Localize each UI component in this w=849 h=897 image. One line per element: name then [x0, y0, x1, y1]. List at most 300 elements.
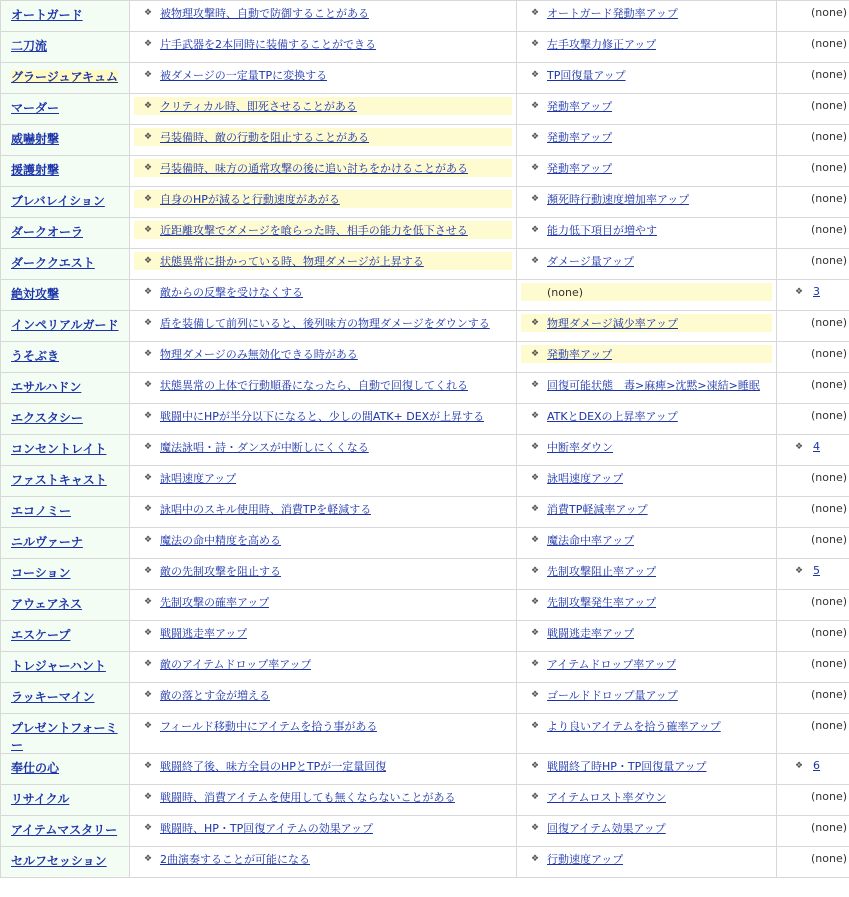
skill-name-cell: [1, 63, 130, 94]
skill-description-link[interactable]: 魔法の命中精度を高める: [160, 534, 281, 547]
skill-description-link[interactable]: 被ダメージの一定量TPに変換する: [160, 69, 328, 82]
skill-ref-cell: [777, 373, 849, 404]
bullet-icon: ❖: [795, 760, 804, 771]
skill-name-cell: [1, 1, 130, 32]
bullet-icon: ❖: [144, 504, 153, 514]
skill-description-cell: [130, 218, 517, 249]
skill-name-cell: [1, 94, 130, 125]
skill-description-cell: [130, 63, 517, 94]
skill-effect-link[interactable]: 行動速度アップ: [547, 853, 624, 866]
table-row: [1, 404, 849, 435]
bullet-icon: ❖: [531, 318, 540, 328]
ref-none-text: (none): [811, 254, 848, 267]
skill-effect-cell: [517, 847, 777, 878]
bullet-icon: ❖: [795, 441, 804, 452]
ref-none-text: (none): [811, 595, 848, 608]
skill-description-cell: [130, 94, 517, 125]
bullet-icon: ❖: [144, 163, 153, 173]
skill-effect-cell: [517, 497, 777, 528]
skill-name-cell: [1, 714, 130, 754]
skill-name-link[interactable]: アウェアネス: [11, 597, 83, 611]
skill-description-link[interactable]: 被物理攻撃時、自動で防御することがある: [160, 7, 369, 20]
skill-name-link[interactable]: ニルヴァーナ: [11, 535, 83, 549]
skill-name-link[interactable]: 援護射撃: [11, 163, 60, 177]
skill-name-link[interactable]: プレゼントフォーミー: [11, 721, 118, 752]
skill-name-cell: [1, 125, 130, 156]
bullet-icon: ❖: [531, 721, 540, 731]
skill-effect-link[interactable]: 発動率アップ: [547, 100, 613, 113]
skill-description-link[interactable]: 片手武器を2本同時に装備することができる: [160, 38, 376, 51]
ref-none-text: (none): [811, 68, 848, 81]
skill-name-cell: [1, 404, 130, 435]
table-row: [1, 94, 849, 125]
skill-effect-link[interactable]: より良いアイテムを拾う確率アップ: [547, 720, 721, 733]
bullet-icon: ❖: [144, 721, 153, 731]
bullet-icon: ❖: [531, 823, 540, 833]
skill-effect-link[interactable]: 回復アイテム効果アップ: [547, 822, 666, 835]
skill-name-cell: [1, 785, 130, 816]
skill-effect-cell: [517, 311, 777, 342]
skill-name-cell: [1, 249, 130, 280]
skill-description-cell: [130, 590, 517, 621]
table-row: [1, 435, 849, 466]
skill-description-link[interactable]: 状態異常の上体で行動順番になったら、自動で回復してくれる: [160, 379, 468, 392]
bullet-icon: ❖: [531, 442, 540, 452]
bullet-icon: ❖: [144, 287, 153, 297]
bullet-icon: ❖: [531, 411, 540, 421]
skill-description-cell: [130, 559, 517, 590]
ref-none-text: (none): [811, 37, 848, 50]
bullet-icon: ❖: [144, 792, 153, 802]
skill-description-cell: [130, 785, 517, 816]
skill-effect-cell: [517, 683, 777, 714]
bullet-icon: ❖: [531, 597, 540, 607]
skill-effect-link[interactable]: 能力低下項目が増やす: [547, 224, 657, 237]
bullet-icon: ❖: [795, 286, 804, 297]
skill-effect-cell: [517, 280, 777, 311]
skill-description-link[interactable]: 敵のアイテムドロップ率アップ: [160, 658, 312, 671]
bullet-icon: ❖: [531, 349, 540, 359]
bullet-icon: ❖: [144, 473, 153, 483]
skill-description-cell: [130, 342, 517, 373]
skill-description-link[interactable]: 敵の先制攻撃を阻止する: [160, 565, 281, 578]
skill-ref-cell: [777, 280, 849, 311]
skill-effect-cell: [517, 714, 777, 754]
bullet-icon: ❖: [144, 380, 153, 390]
bullet-icon: ❖: [531, 690, 540, 700]
ref-none-text: (none): [811, 6, 848, 19]
skill-ref-cell: [777, 342, 849, 373]
skill-ref-cell: [777, 466, 849, 497]
skill-description-link[interactable]: 先制攻撃の確率アップ: [160, 596, 270, 609]
skill-ref-cell: [777, 94, 849, 125]
ref-none-text: (none): [811, 790, 848, 803]
table-row: [1, 528, 849, 559]
skill-effect-link[interactable]: TP回復量アップ: [547, 69, 626, 82]
skill-ref-cell: [777, 785, 849, 816]
bullet-icon: ❖: [144, 823, 153, 833]
bullet-icon: ❖: [531, 380, 540, 390]
skill-description-link[interactable]: 戦闘時、消費アイテムを使用しても無くならないことがある: [160, 791, 456, 804]
table-row: [1, 652, 849, 683]
skill-name-link[interactable]: マーダー: [11, 101, 60, 115]
table-row: [1, 785, 849, 816]
skill-name-link[interactable]: ファストキャスト: [11, 473, 107, 487]
skill-description-link[interactable]: 物理ダメージのみ無効化できる時がある: [160, 348, 358, 361]
bullet-icon: ❖: [531, 8, 540, 18]
table-row: [1, 125, 849, 156]
skill-effect-link[interactable]: 中断率ダウン: [547, 441, 613, 454]
skill-name-link[interactable]: アイテムマスタリー: [11, 823, 118, 837]
skill-description-cell: [130, 125, 517, 156]
skill-name-link[interactable]: 絶対攻撃: [11, 287, 60, 301]
skill-description-link[interactable]: 戦闘時、HP・TP回復アイテムの効果アップ: [160, 822, 373, 835]
bullet-icon: ❖: [531, 566, 540, 576]
table-row: [1, 32, 849, 63]
skill-description-cell: [130, 754, 517, 785]
bullet-icon: ❖: [144, 225, 153, 235]
bullet-icon: ❖: [531, 761, 540, 771]
skill-effect-link[interactable]: ゴールドドロップ量アップ: [547, 689, 678, 702]
skill-name-cell: [1, 311, 130, 342]
bullet-icon: ❖: [531, 504, 540, 514]
skill-effect-cell: [517, 466, 777, 497]
table-row: [1, 311, 849, 342]
skill-name-cell: [1, 590, 130, 621]
ref-none-text: (none): [811, 409, 848, 422]
skill-name-cell: [1, 466, 130, 497]
skill-description-cell: [130, 528, 517, 559]
skill-effect-link[interactable]: ダメージ量アップ: [547, 255, 635, 268]
skill-effect-cell: [517, 816, 777, 847]
skill-description-link[interactable]: 戦闘逃走率アップ: [160, 627, 248, 640]
skill-description-link[interactable]: 戦闘終了後、味方全員のHPとTPが一定量回復: [160, 760, 387, 773]
skill-name-link[interactable]: 二刀流: [11, 39, 48, 53]
skill-description-cell: [130, 311, 517, 342]
skill-effect-cell: [517, 1, 777, 32]
skill-effect-link[interactable]: 発動率アップ: [547, 131, 613, 144]
ref-none-text: (none): [811, 223, 848, 236]
table-row: [1, 683, 849, 714]
skill-description-link[interactable]: 状態異常に掛かっている時、物理ダメージが上昇する: [160, 255, 424, 268]
skill-description-cell: [130, 156, 517, 187]
skill-name-link[interactable]: ダークオーラ: [11, 225, 84, 239]
skill-ref-cell: [777, 187, 849, 218]
skill-ref-cell: [777, 816, 849, 847]
skill-effect-cell: [517, 559, 777, 590]
skill-effect-link[interactable]: オートガード発動率アップ: [547, 7, 678, 20]
skill-description-link[interactable]: 詠唱中のスキル使用時、消費TPを軽減する: [160, 503, 372, 516]
bullet-icon: ❖: [795, 565, 804, 576]
effect-none-text: (none): [547, 285, 584, 299]
skill-ref-cell: [777, 32, 849, 63]
skill-ref-cell: [777, 652, 849, 683]
ref-none-text: (none): [811, 719, 848, 732]
skill-description-cell: [130, 187, 517, 218]
skill-effect-cell: [517, 125, 777, 156]
skill-effect-cell: [517, 652, 777, 683]
skill-effect-link[interactable]: 瀕死時行動速度増加率アップ: [547, 193, 690, 206]
skill-name-link[interactable]: 奉仕の心: [11, 761, 60, 775]
skill-description-cell: [130, 652, 517, 683]
skill-name-link[interactable]: トレジャーハント: [11, 659, 106, 673]
bullet-icon: ❖: [144, 39, 153, 49]
skill-name-cell: [1, 621, 130, 652]
skill-name-link[interactable]: うそぶき: [11, 349, 60, 363]
table-row: [1, 249, 849, 280]
bullet-icon: ❖: [531, 854, 540, 864]
ref-none-text: (none): [811, 316, 848, 329]
bullet-icon: ❖: [531, 473, 540, 483]
skill-name-cell: [1, 754, 130, 785]
skill-ref-cell: [777, 1, 849, 32]
skill-description-cell: [130, 249, 517, 280]
table-row: [1, 342, 849, 373]
skill-effect-link[interactable]: 詠唱速度アップ: [547, 472, 624, 485]
skill-name-link[interactable]: インペリアルガード: [11, 318, 119, 332]
ref-none-text: (none): [811, 852, 848, 865]
skill-ref-cell: [777, 621, 849, 652]
table-row: [1, 754, 849, 785]
skill-name-link[interactable]: リサイクル: [11, 792, 70, 806]
skill-name-link[interactable]: ラッキーマイン: [11, 690, 95, 704]
bullet-icon: ❖: [531, 132, 540, 142]
skill-description-link[interactable]: 詠唱速度アップ: [160, 472, 237, 485]
bullet-icon: ❖: [144, 8, 153, 18]
skill-effect-link[interactable]: 発動率アップ: [547, 162, 613, 175]
skill-effect-cell: [517, 404, 777, 435]
table-row: [1, 590, 849, 621]
skill-ref-cell: [777, 311, 849, 342]
skill-name-link[interactable]: グラージュアキュム: [11, 70, 119, 84]
table-row: [1, 187, 849, 218]
skill-description-cell: [130, 1, 517, 32]
skill-effect-cell: [517, 218, 777, 249]
table-row: [1, 559, 849, 590]
skill-description-cell: [130, 683, 517, 714]
skill-name-cell: [1, 528, 130, 559]
table-row: [1, 280, 849, 311]
skill-ref-cell: [777, 559, 849, 590]
ref-none-text: (none): [811, 347, 848, 360]
skill-description-link[interactable]: クリティカル時、即死させることがある: [160, 100, 357, 113]
skill-effect-link[interactable]: 戦闘終了時HP・TP回復量アップ: [547, 760, 707, 773]
table-row: [1, 156, 849, 187]
skill-effect-link[interactable]: 回復可能状態 毒>麻痺>沈黙>凍結>睡眠: [547, 379, 760, 392]
skill-name-cell: [1, 497, 130, 528]
skill-name-link[interactable]: エクスタシー: [11, 411, 83, 425]
skill-name-link[interactable]: セルフセッション: [11, 854, 107, 868]
ref-none-text: (none): [811, 657, 848, 670]
skill-description-cell: [130, 847, 517, 878]
bullet-icon: ❖: [144, 132, 153, 142]
bullet-icon: ❖: [531, 225, 540, 235]
bullet-icon: ❖: [144, 349, 153, 359]
skill-effect-cell: [517, 621, 777, 652]
skill-name-link[interactable]: コーション: [11, 566, 71, 580]
skill-description-link[interactable]: 戦闘中にHPが半分以下になると、少しの間ATK+ DEXが上昇する: [160, 410, 485, 423]
skill-description-link[interactable]: フィールド移動中にアイテムを拾う事がある: [160, 720, 378, 733]
skill-description-cell: [130, 816, 517, 847]
skill-name-cell: [1, 683, 130, 714]
bullet-icon: ❖: [144, 101, 153, 111]
skill-name-cell: [1, 435, 130, 466]
skill-name-cell: [1, 342, 130, 373]
skill-ref-cell: [777, 714, 849, 754]
skill-effect-cell: [517, 187, 777, 218]
bullet-icon: ❖: [144, 256, 153, 266]
skill-effect-cell: [517, 528, 777, 559]
skill-name-cell: [1, 373, 130, 404]
skill-effect-cell: [517, 63, 777, 94]
skill-ref-cell: [777, 218, 849, 249]
skill-effect-cell: [517, 435, 777, 466]
skill-name-link[interactable]: オートガード: [11, 8, 83, 22]
skill-description-cell: [130, 466, 517, 497]
skill-effect-cell: [517, 249, 777, 280]
ref-none-text: (none): [811, 471, 848, 484]
bullet-icon: ❖: [144, 628, 153, 638]
skill-name-link[interactable]: コンセントレイト: [11, 442, 107, 456]
skill-name-cell: [1, 156, 130, 187]
bullet-icon: ❖: [144, 318, 153, 328]
table-row: [1, 621, 849, 652]
skill-description-link[interactable]: 敵の落とす金が増える: [160, 689, 270, 702]
bullet-icon: ❖: [531, 39, 540, 49]
skill-name-cell: [1, 847, 130, 878]
skill-effect-cell: [517, 754, 777, 785]
skill-name-cell: [1, 559, 130, 590]
skill-name-cell: [1, 652, 130, 683]
table-row: [1, 497, 849, 528]
skill-name-cell: [1, 187, 130, 218]
skill-effect-cell: [517, 785, 777, 816]
skill-description-link[interactable]: 魔法詠唱・詩・ダンスが中断しにくくなる: [160, 441, 369, 454]
skill-description-link[interactable]: 2曲演奏することが可能になる: [160, 853, 310, 866]
bullet-icon: ❖: [531, 535, 540, 545]
skill-description-link[interactable]: 弓装備時、敵の行動を阻止することがある: [160, 131, 369, 144]
skill-ref-cell: [777, 590, 849, 621]
skill-description-link[interactable]: 敵からの反撃を受けなくする: [160, 286, 303, 299]
ref-none-text: (none): [811, 533, 848, 546]
skill-effect-link[interactable]: 物理ダメージ減少率アップ: [547, 317, 679, 330]
skill-effect-link[interactable]: アイテムロスト率ダウン: [547, 791, 667, 804]
bullet-icon: ❖: [144, 690, 153, 700]
skill-effect-cell: [517, 342, 777, 373]
bullet-icon: ❖: [144, 70, 153, 80]
ref-none-text: (none): [811, 161, 848, 174]
skill-name-cell: [1, 280, 130, 311]
skill-name-link[interactable]: ブレバレイション: [11, 194, 105, 208]
skill-ref-cell: [777, 497, 849, 528]
skill-effect-link[interactable]: 魔法命中率アップ: [547, 534, 635, 547]
bullet-icon: ❖: [531, 628, 540, 638]
skill-ref-cell: [777, 156, 849, 187]
skill-effect-link[interactable]: 戦闘逃走率アップ: [547, 627, 635, 640]
table-row: [1, 373, 849, 404]
skill-name-cell: [1, 218, 130, 249]
skill-name-cell: [1, 32, 130, 63]
skill-description-link[interactable]: 自身のHPが減ると行動速度があがる: [160, 193, 340, 206]
bullet-icon: ❖: [144, 566, 153, 576]
ref-none-text: (none): [811, 688, 848, 701]
skill-effect-cell: [517, 590, 777, 621]
bullet-icon: ❖: [531, 101, 540, 111]
skill-description-cell: [130, 435, 517, 466]
skill-ref-cell: [777, 435, 849, 466]
skill-ref-cell: [777, 754, 849, 785]
skill-name-link[interactable]: エサルハドン: [11, 380, 82, 394]
bullet-icon: ❖: [144, 411, 153, 421]
skill-ref-cell: [777, 683, 849, 714]
bullet-icon: ❖: [531, 163, 540, 173]
skill-name-link[interactable]: ダーククエスト: [11, 256, 95, 270]
skill-ref-cell: [777, 125, 849, 156]
bullet-icon: ❖: [531, 256, 540, 266]
table-row: [1, 466, 849, 497]
skill-effect-cell: [517, 94, 777, 125]
skill-description-link[interactable]: 近距離攻撃でダメージを喰らった時、相手の能力を低下させる: [160, 224, 468, 237]
skill-name-link[interactable]: エコノミー: [11, 504, 72, 518]
skill-description-cell: [130, 373, 517, 404]
skill-description-cell: [130, 497, 517, 528]
skill-ref-cell: [777, 847, 849, 878]
bullet-icon: ❖: [531, 792, 540, 802]
bullet-icon: ❖: [144, 761, 153, 771]
skill-effect-link[interactable]: ATKとDEXの上昇率アップ: [547, 410, 678, 423]
skill-effect-link[interactable]: 発動率アップ: [547, 348, 613, 361]
bullet-icon: ❖: [531, 194, 540, 204]
skill-effect-cell: [517, 32, 777, 63]
bullet-icon: ❖: [144, 854, 153, 864]
ref-number-link[interactable]: 5: [813, 564, 820, 577]
ref-none-text: (none): [811, 821, 848, 834]
skill-effect-link[interactable]: 消費TP軽減率アップ: [547, 503, 648, 516]
skill-ref-cell: [777, 63, 849, 94]
table-row: [1, 714, 849, 754]
skill-effect-link[interactable]: 先制攻撃発生率アップ: [547, 596, 657, 609]
skill-effect-link[interactable]: 左手攻撃力修正アップ: [547, 38, 657, 51]
table-row: [1, 816, 849, 847]
skill-name-link[interactable]: 威嚇射撃: [11, 132, 60, 146]
ref-none-text: (none): [811, 192, 848, 205]
bullet-icon: ❖: [531, 70, 540, 80]
skill-description-cell: [130, 280, 517, 311]
skill-description-link[interactable]: 盾を装備して前列にいると、後列味方の物理ダメージをダウンする: [160, 317, 490, 330]
skill-name-link[interactable]: エスケープ: [11, 628, 71, 642]
skill-description-cell: [130, 404, 517, 435]
ref-number-link[interactable]: 3: [813, 285, 820, 298]
bullet-icon: ❖: [144, 659, 153, 669]
ref-none-text: (none): [811, 502, 848, 515]
bullet-icon: ❖: [144, 597, 153, 607]
skill-effect-cell: [517, 156, 777, 187]
skill-description-cell: [130, 714, 517, 754]
ref-number-link[interactable]: 6: [813, 759, 820, 772]
bullet-icon: ❖: [531, 659, 540, 669]
bullet-icon: ❖: [144, 194, 153, 204]
skill-description-link[interactable]: 弓装備時、味方の通常攻撃の後に追い討ちをかけることがある: [160, 162, 468, 175]
table-row: [1, 1, 849, 32]
ref-number-link[interactable]: 4: [813, 440, 820, 453]
skill-effect-link[interactable]: 先制攻撃阻止率アップ: [547, 565, 657, 578]
skill-ref-cell: [777, 249, 849, 280]
ref-none-text: (none): [811, 378, 848, 391]
ref-none-text: (none): [811, 626, 848, 639]
skill-name-cell: [1, 816, 130, 847]
skill-description-cell: [130, 32, 517, 63]
skill-effect-link[interactable]: アイテムドロップ率アップ: [547, 658, 677, 671]
